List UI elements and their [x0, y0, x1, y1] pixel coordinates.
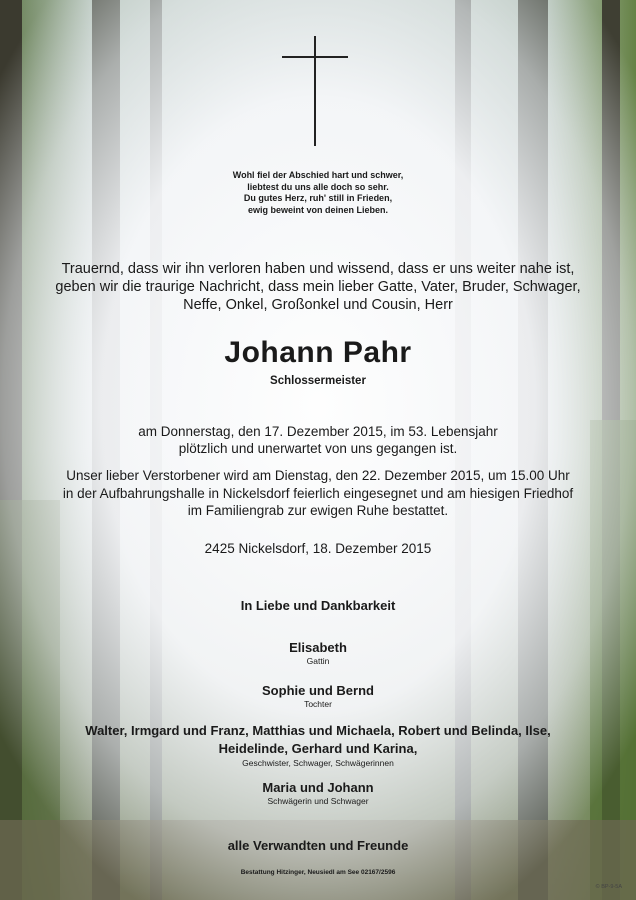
mourner-role: Gattin	[306, 656, 330, 666]
death-notice	[0, 423, 636, 457]
undertaker-info: Bestattung Hitzinger, Neusiedl am See 02167/2596	[240, 869, 396, 876]
funeral-notice-line: im Familiengrab zur ewigen Ruhe bestattet.	[187, 503, 449, 518]
mourner-name: Elisabeth	[289, 640, 347, 655]
deceased-profession: Schlossermeister	[270, 375, 366, 387]
funeral-notice-line: Unser lieber Verstorbener wird am Dienstag, den 22. Dezember 2015, um 15.00 Uhr	[66, 468, 570, 483]
deceased-name: Johann Pahr	[224, 336, 412, 369]
death-notice-line: am Donnerstag, den 17. Dezember 2015, im 53. Lebensjahr	[138, 424, 498, 439]
funeral-notice	[0, 467, 636, 520]
verse-line: ewig beweint von deinen Lieben.	[247, 204, 389, 215]
mourner-name: Heidelinde, Gerhard und Karina,	[218, 741, 418, 756]
verse-line: Wohl fiel der Abschied hart und schwer,	[232, 170, 404, 180]
mourner-spouse	[0, 640, 636, 667]
closing-line: alle Verwandten und Freunde	[227, 838, 409, 853]
mourner-name: Maria und Johann	[262, 780, 374, 795]
death-notice-line: plötzlich und unerwartet von uns gegangen ist.	[178, 441, 458, 456]
mourner-name: Walter, Irmgard und Franz, Matthias und Michaela, Robert und Belinda, Ilse,	[85, 723, 551, 738]
print-code: © BP-9-5A	[595, 884, 622, 890]
mourner-role: Schwägerin und Schwager	[267, 796, 369, 806]
mourner-children	[0, 683, 636, 710]
mourner-siblings	[0, 722, 636, 769]
mourner-role: Geschwister, Schwager, Schwägerinnen	[242, 758, 394, 768]
memorial-verse	[0, 170, 636, 216]
intro-text: Trauernd, dass wir ihn verloren haben und wissend, dass er uns weiter nahe ist, geben wir die traurige Nachricht, dass mein lieber Gatte, Vater, Bruder, Schwager, Neffe, Onkel, Großonkel und Cousin, Herr	[55, 261, 581, 313]
mourner-in-laws	[0, 780, 636, 807]
place-date: 2425 Nickelsdorf, 18. Dezember 2015	[204, 541, 432, 556]
funeral-notice-line: in der Aufbahrungshalle in Nickelsdorf feierlich eingesegnet und am hiesigen Friedhof	[62, 485, 574, 501]
thanks-heading: In Liebe und Dankbarkeit	[240, 598, 396, 613]
mourner-role: Tochter	[304, 699, 332, 709]
verse-line: liebtest du uns alle doch so sehr.	[247, 181, 389, 192]
mourner-name: Sophie und Bernd	[262, 683, 374, 698]
cross-icon	[282, 36, 348, 146]
verse-line: Du gutes Herz, ruh' still in Frieden,	[243, 193, 393, 203]
